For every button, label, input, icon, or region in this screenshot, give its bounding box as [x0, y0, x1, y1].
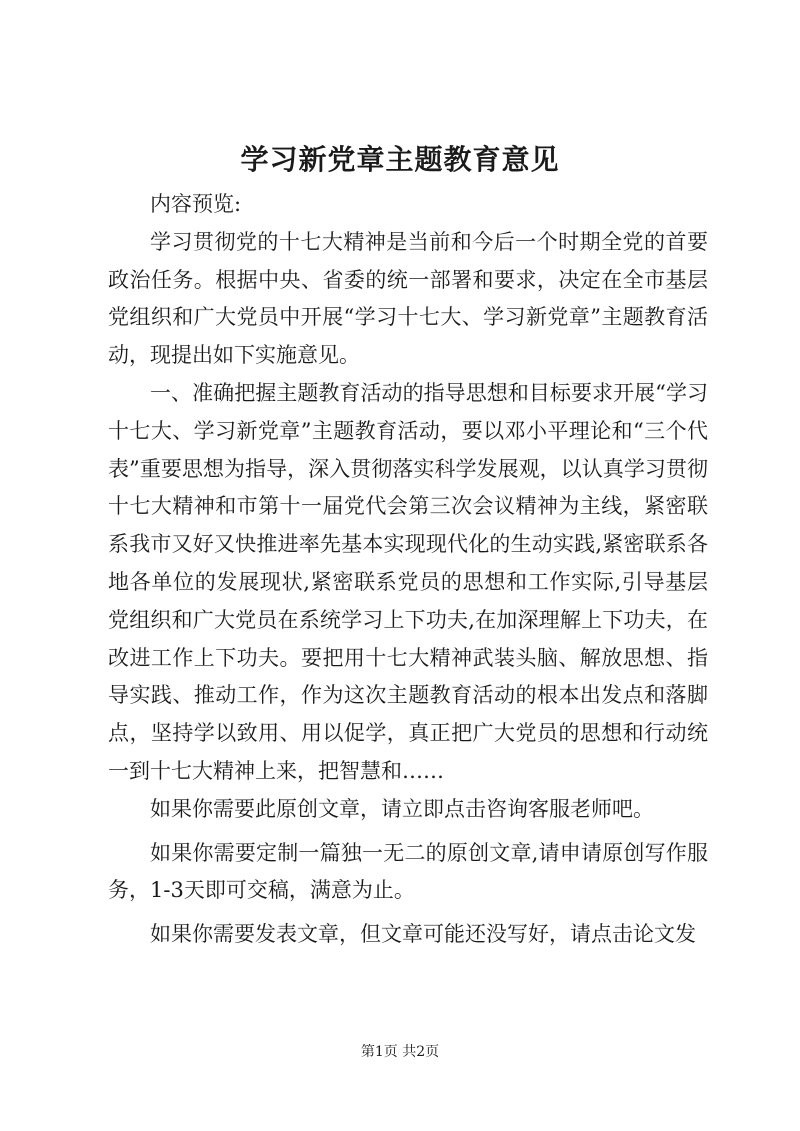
document-title: 学习新党章主题教育意见: [240, 143, 560, 176]
preview-label: 内容预览:: [150, 192, 242, 216]
consult-paragraph: 如果你需要此原创文章，请立即点击咨询客服老师吧。: [150, 796, 654, 821]
page-number-footer: 第1页 共2页: [360, 1044, 440, 1060]
intro-paragraph: 学习贯彻党的十七大精神是当前和今后一个时期全党的首要政治任务。根据中央、省委的统一部署和要求，决定在全市基层党组织和广大党员中开展“学习十七大、学习新党章”主题教育活动，现提出如下实施意见。: [108, 229, 708, 368]
custom-writing-paragraph: 如果你需要定制一篇独一无二的原创文章,请申请原创写作服务，1-3天即可交稿，满意为止。: [108, 840, 708, 903]
section-one-paragraph: 一、准确把握主题教育活动的指导思想和目标要求开展“学习十七大、学习新党章”主题教育活动，要以邓小平理论和“三个代表”重要思想为指导，深入贯彻落实科学发展观，以认真学习贯彻十七大精神和市第十一届党代会第三次会议精神为主线，紧密联系我市又好又快推进率先基本实现现代化的生动实践,紧密联系各地各单位的发展现状,紧密联系党员的思想和工作实际,引导基层党组织和广大党员在系统学习上下功夫,在加深理解上下功夫，在改进工作上下功夫。要把用十七大精神武装头脑、解放思想、指导实践、推动工作，作为这次主题教育活动的根本出发点和落脚点，坚持学以致用、用以促学，真正把广大党员的思想和行动统一到十七大精神上来，把智慧和……: [108, 380, 708, 783]
publish-paragraph: 如果你需要发表文章，但文章可能还没写好，请点击论文发: [150, 922, 696, 947]
document-body: [108, 186, 708, 954]
